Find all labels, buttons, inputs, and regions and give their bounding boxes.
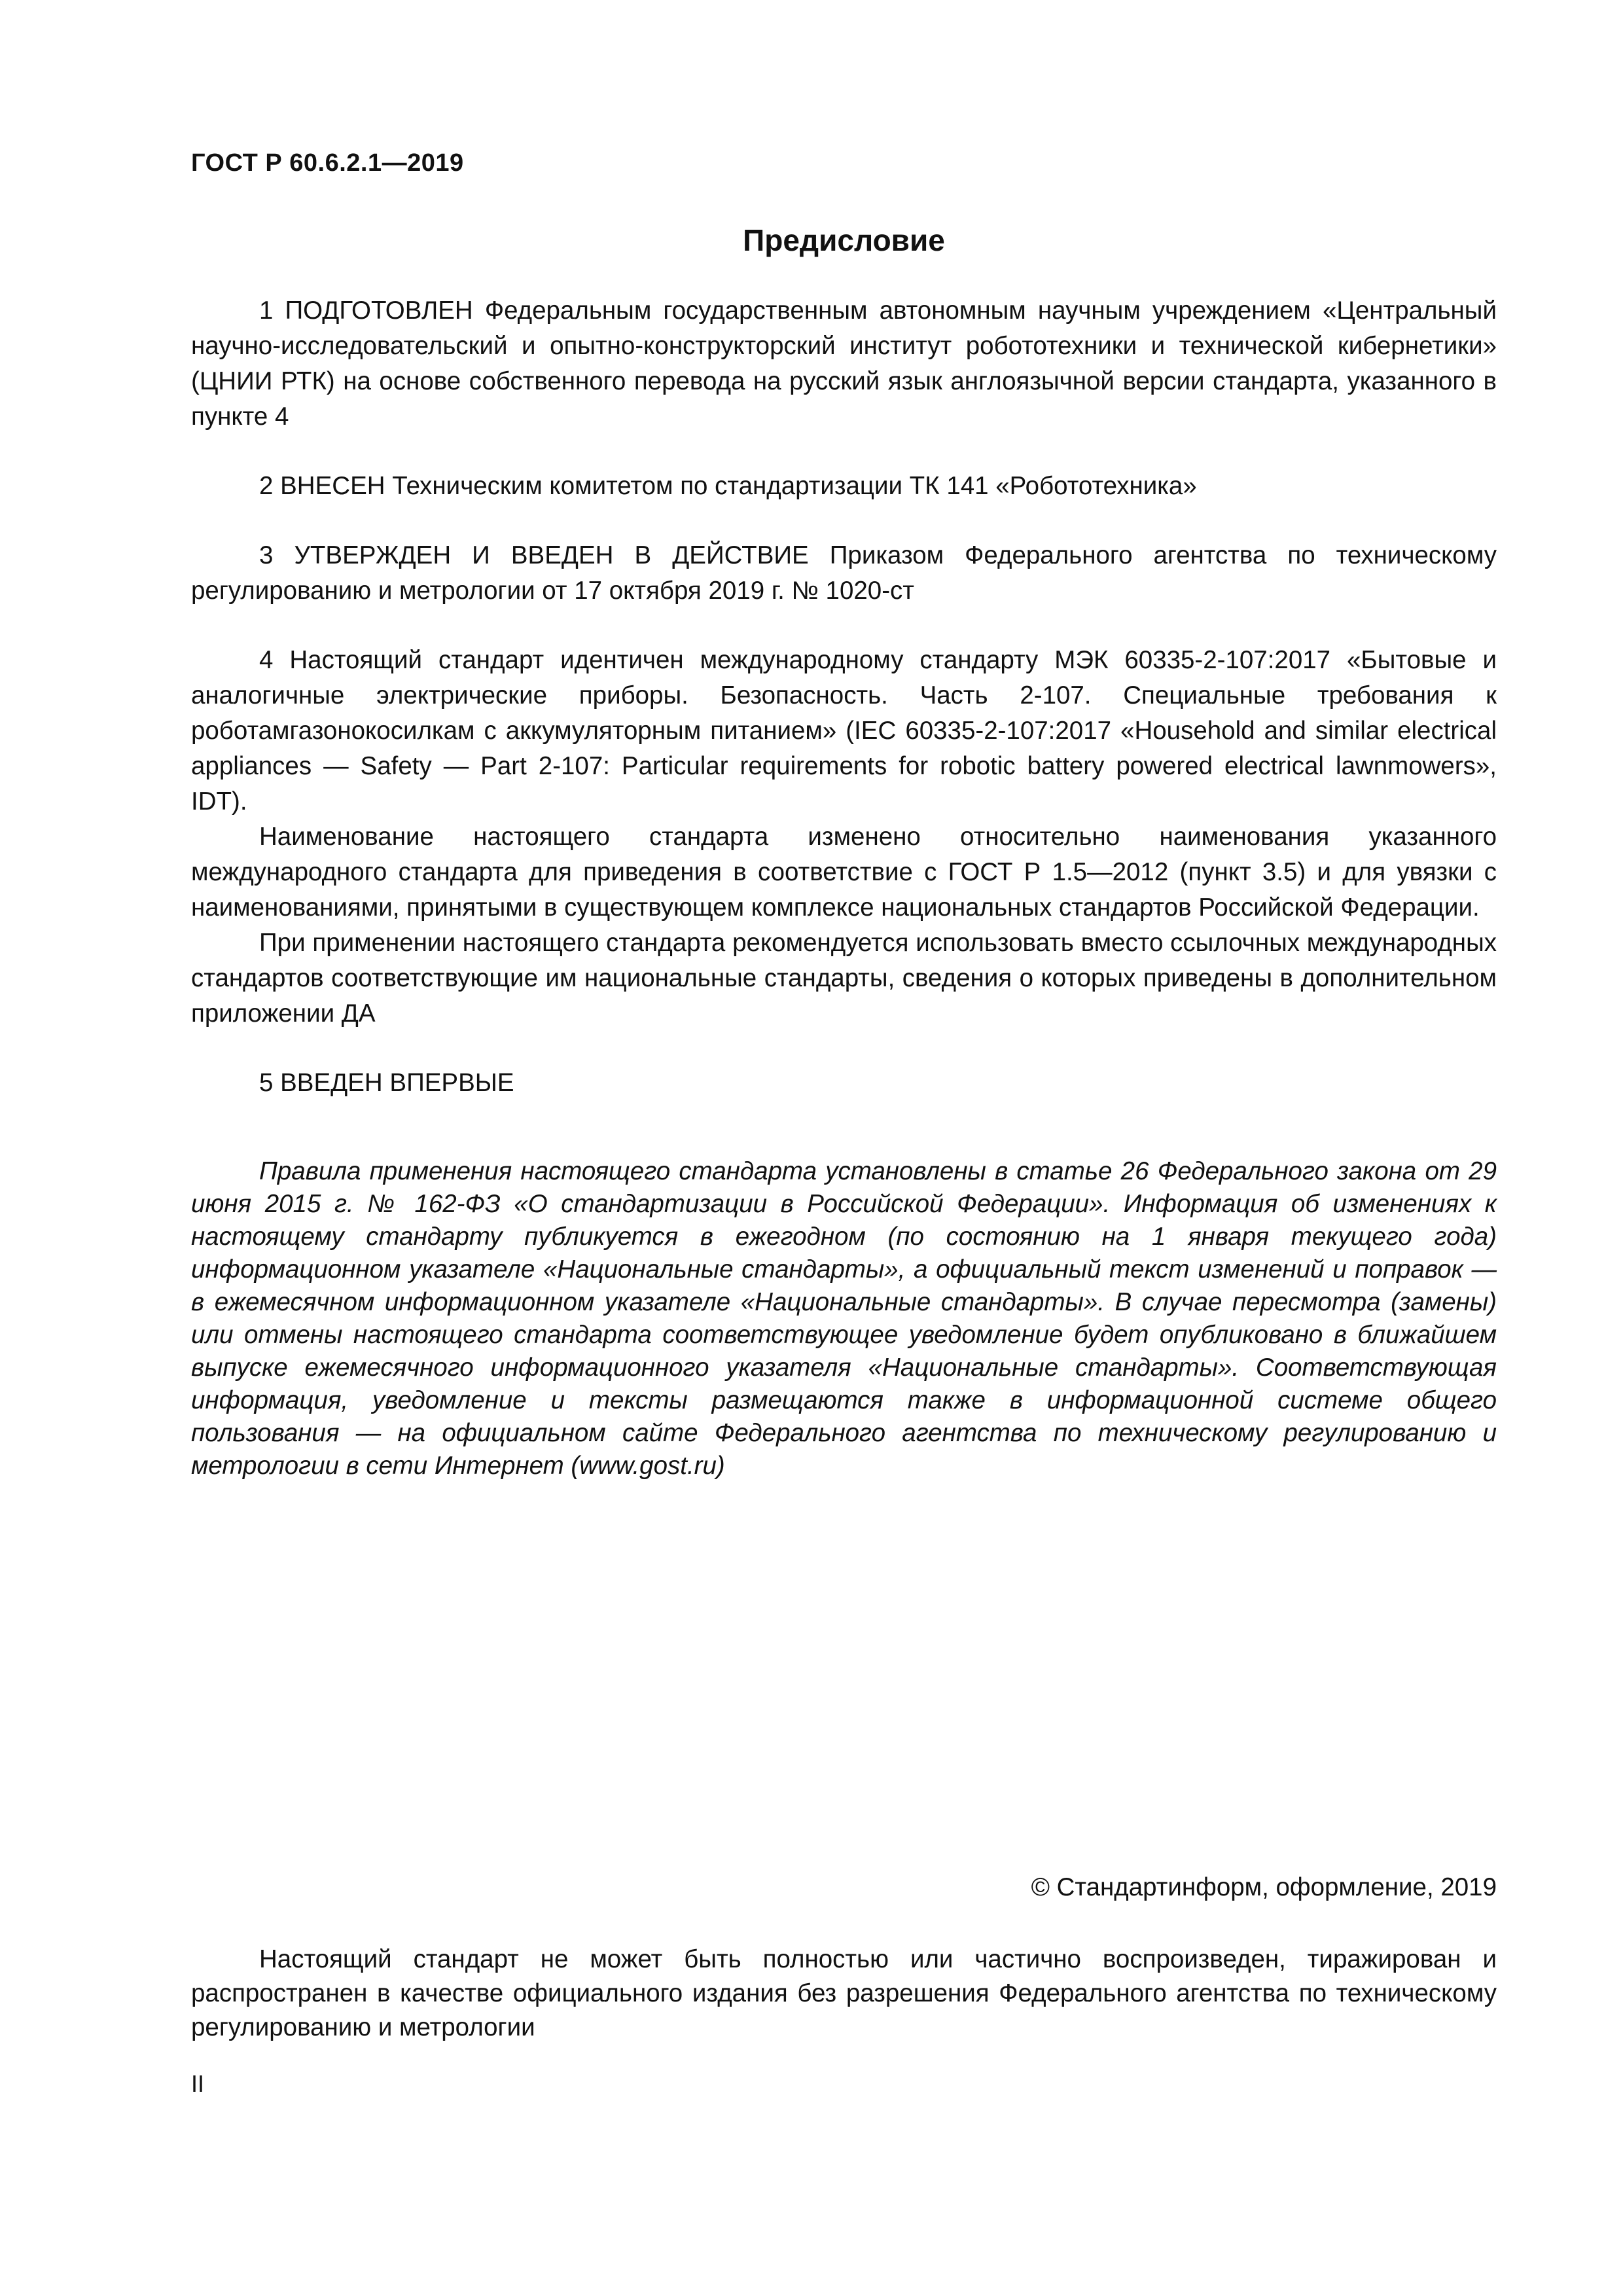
paragraph-1-prepared: 1 ПОДГОТОВЛЕН Федеральным государственным автономным научным учреждением «Центральный научно-исследовательский и опытно-конструкторский институт робототехники и технической кибернетики» (ЦНИИ РТК) на основе собственного перевода на русский язык англоязычной версии стандарта, указанного в пункте 4 [191,296,1497,431]
page-title: Предисловие [743,223,945,257]
application-rules-notice [191,1155,1497,1482]
copyright-line: © Стандартинформ, оформление, 2019 [1031,1873,1497,1901]
reproduction-notice-text: Настоящий стандарт не может быть полностью или частично воспроизведен, тиражирован и распространен в качестве официального издания без разрешения Федерального агентства по техническому регулированию и метрологии [191,1945,1497,2041]
document-code: ГОСТ Р 60.6.2.1—2019 [191,149,464,177]
paragraph-4-identical: 4 Настоящий стандарт идентичен международному стандарту МЭК 60335-2-107:2017 «Бытовые и аналогичные электрические приборы. Безопасность. Часть 2-107. Специальные требования к роботамгазонокосилкам с аккумуляторным питанием» (IEC 60335-2-107:2017 «Household and similar electrical appliances — Safety — Part 2-107: Particular requirements for robotic battery powered electrical lawnmowers», IDT). [191,646,1497,816]
paragraph-3-approved: 3 УТВЕРЖДЕН И ВВЕДЕН В ДЕЙСТВИЕ Приказом Федерального агентства по техническому регулированию и метрологии от 17 октября 2019 г. № 1020-ст [191,541,1497,605]
page-number: II [191,2070,205,2097]
application-rules-text: Правила применения настоящего стандарта установлены в статье 26 Федерального закона от 29 июня 2015 г. № 162-ФЗ «О стандартизации в Российской Федерации». Информация об изменениях к настоящему стандарту публикуется в ежегодном (по состоянию на 1 января текущего года) информационном указателе «Национальные стандарты», а официальный текст изменений и поправок — в ежемесячном информационном указателе «Национальные стандарты». В случае пересмотра (замены) или отмены настоящего стандарта соответствующее уведомление будет опубликовано в ближайшем выпуске ежемесячного информационного указателя «Национальные стандарты». Соответствующая информация, уведомление и тексты размещаются также в информационной системе общего пользования — на официальном сайте Федерального агентства по техническому регулированию и метрологии в сети Интернет (www.gost.ru) [191,1157,1497,1480]
paragraph-4-references: При применении настоящего стандарта рекомендуется использовать вместо ссылочных международных стандартов соответствующие им национальные стандарты, сведения о которых приведены в дополнительном приложении ДА [191,929,1497,1028]
paragraph-2-introduced: 2 ВНЕСЕН Техническим комитетом по стандартизации ТК 141 «Робототехника» [259,472,1197,500]
foreword-body [191,293,1497,1101]
paragraph-4-name-change: Наименование настоящего стандарта изменено относительно наименования указанного международного стандарта для приведения в соответствие с ГОСТ Р 1.5—2012 (пункт 3.5) и для увязки с наименованиями, принятыми в существующем комплексе национальных стандартов Российской Федерации. [191,823,1497,922]
reproduction-notice [191,1943,1497,2045]
paragraph-5-first-introduced: 5 ВВЕДЕН ВПЕРВЫЕ [259,1069,514,1097]
